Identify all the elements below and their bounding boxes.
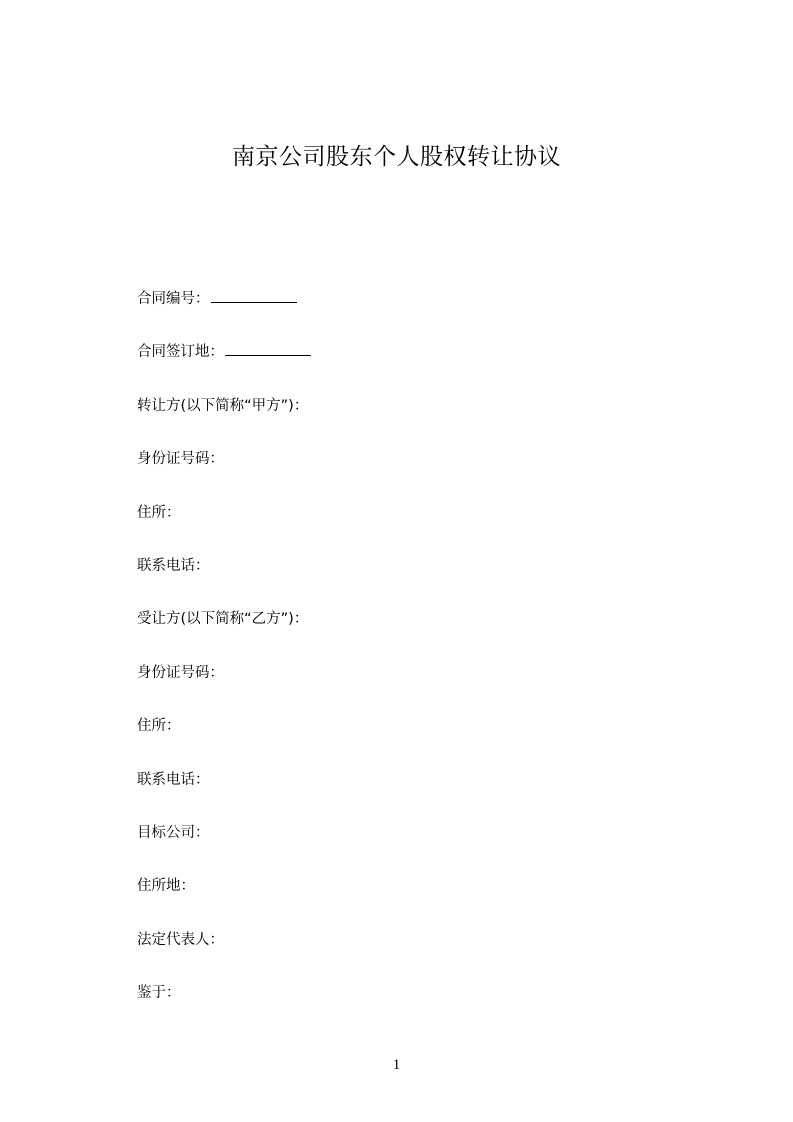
field-label: 目标公司： bbox=[137, 824, 210, 841]
field-label: 法定代表人： bbox=[137, 931, 224, 948]
document-title: 南京公司股东个人股权转让协议 bbox=[232, 144, 561, 170]
field-signing-place bbox=[137, 341, 697, 394]
field-label: 身份证号码： bbox=[137, 664, 224, 681]
field-label: 联系电话： bbox=[137, 771, 210, 788]
field-transferee-address bbox=[137, 715, 697, 768]
field-label: 合同编号： bbox=[137, 291, 210, 307]
field-transferor-address bbox=[137, 502, 697, 555]
field-transferor bbox=[137, 395, 697, 448]
field-transferee-id-number bbox=[137, 662, 697, 715]
field-label: 合同签订地： bbox=[137, 344, 224, 361]
fill-in-blank bbox=[225, 341, 311, 356]
field-target-company bbox=[137, 822, 697, 875]
contract-fields bbox=[137, 288, 697, 1035]
field-label: 住所： bbox=[137, 718, 181, 735]
field-whereas bbox=[137, 982, 697, 1035]
field-label: 联系电话： bbox=[137, 557, 210, 574]
field-label: 住所： bbox=[137, 504, 181, 521]
page-number: 1 bbox=[392, 1057, 401, 1073]
field-label: 受让方(以下简称“乙方”)： bbox=[137, 611, 309, 628]
field-transferor-id-number bbox=[137, 448, 697, 501]
field-label: 鉴于： bbox=[137, 985, 181, 1002]
field-transferor-phone bbox=[137, 555, 697, 608]
fill-in-blank bbox=[211, 288, 297, 303]
field-transferee bbox=[137, 608, 697, 661]
field-label: 身份证号码： bbox=[137, 451, 224, 468]
field-company-address bbox=[137, 875, 697, 928]
field-label: 住所地： bbox=[137, 878, 195, 895]
field-transferee-phone bbox=[137, 769, 697, 822]
field-contract-number bbox=[137, 288, 697, 341]
field-label: 转让方(以下简称“甲方”)： bbox=[137, 397, 309, 414]
field-legal-representative bbox=[137, 929, 697, 982]
